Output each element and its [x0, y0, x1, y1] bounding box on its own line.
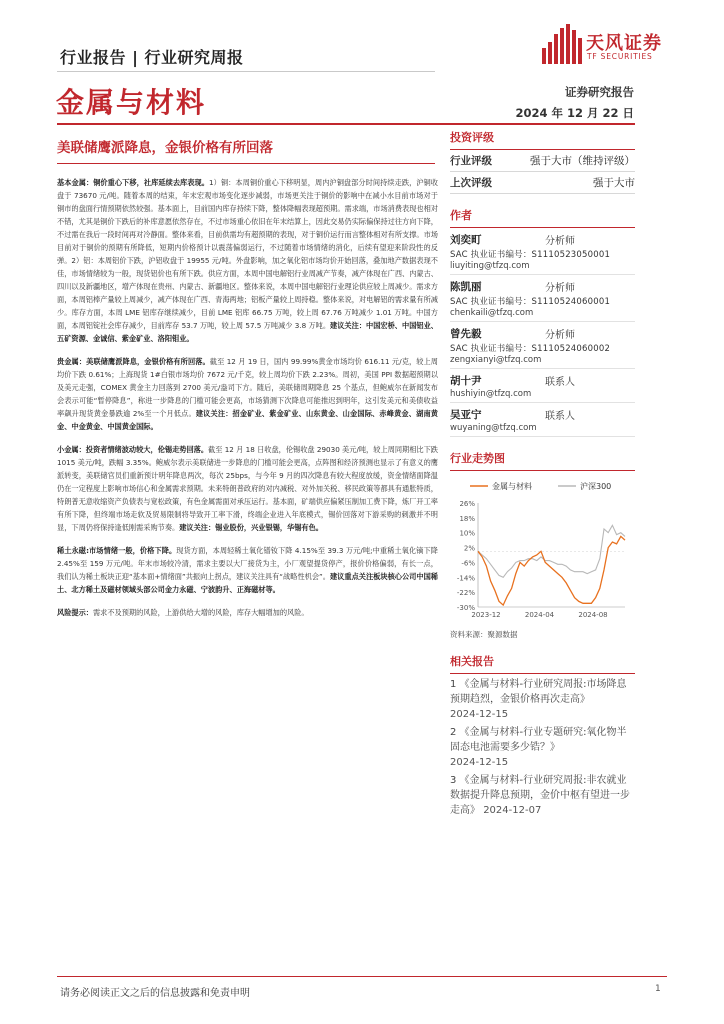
recommendation-text: 招金矿业、紫金矿业、山东黄金、山金国际、赤峰黄金、湖南黄金、中金黄金、中国黄金国际。: [57, 409, 438, 431]
author-email[interactable]: chenkaili@tfzq.com: [450, 308, 635, 322]
chart-container: [450, 477, 635, 640]
author-card: [450, 275, 635, 322]
related-report[interactable]: [450, 677, 635, 722]
author-role: 分析师: [545, 236, 575, 247]
recommendation-lead: 建议关注：: [179, 523, 216, 532]
series-line-metals: [478, 536, 625, 605]
related-report-date: 2024-12-15: [450, 709, 509, 720]
author-name: 刘奕町: [450, 234, 482, 246]
x-tick-label: 2024-08: [578, 611, 608, 619]
author-email[interactable]: wuyaning@tfzq.com: [450, 423, 635, 437]
rating-label: 行业评级: [450, 155, 492, 167]
paragraph-text: 需求不及预期的风险，上游供给大增的风险，库存大幅增加的风险。: [92, 608, 309, 617]
author-email[interactable]: liuyiting@tfzq.com: [450, 261, 635, 275]
legend-label: 沪深300: [580, 482, 612, 491]
y-tick-label: 18%: [459, 514, 475, 523]
author-name: 陈凯丽: [450, 281, 482, 293]
author-certificate: SAC 执业证书编号：S1110524060001: [450, 297, 611, 307]
paragraph-text: 截至 12 月 19 日，国内 99.99%黄金市场均价 616.11 元/克，较上周均价下跌 0.61%；上海现货 1#白银市场均价 7672 元/千克，较上周均价下跌 2.23%。周初，美国 PPI 数据超预期以及美元走强，COMEX 黄金主力回落到 2700 美元/盎司下方。随后，美联储周期降息 25 个基点，但鲍威尔在新闻发布会表示可能“暂停降息”，称进一步降息的门槛可能会更高，市场猜测下次降息可能推迟到明年，这引发美元和美债收益率飙升现货黄金暴跌逾 2%至一个月低点。: [57, 357, 438, 418]
paragraph-lead: 基本金属：铜价重心下移，社库延续去库表现。: [57, 178, 210, 187]
y-tick-label: -6%: [461, 559, 475, 568]
paragraph-minor-metals: [57, 443, 438, 534]
sidebar: [450, 126, 635, 818]
recommendation-lead: 建议关注：: [195, 409, 233, 418]
rating-value: 强于大市（维持评级）: [530, 155, 635, 167]
y-tick-label: -30%: [456, 604, 475, 612]
related-report[interactable]: [450, 773, 635, 818]
header-divider: [57, 71, 435, 72]
recommendation-lead: 建议重点关注板块核心公司: [329, 572, 417, 581]
paragraph-text: 截至 12 月 18 日收盘，伦锡收盘 29030 美元/吨，较上周同期相比下跌 1015 美元/吨，跌幅 3.35%。鲍威尔表示美联储进一步降息的门槛可能会更高，点阵图和经济预测也显示了有意义的鹰派转变，美联储官员们重新预计明年降息两次，每次 25bps，与今年 9 月的四次降息有较大程度放缓，资金情绪面降温仍在一定程度上影响市场信心和金属需求预期。未来特朗普政府的对内减税、对外加关税、移民政策等都具有通胀特质，特朗普无意收缩资产负债表与宽松政策，有色金属需面对承压运行。基本面，矿端供应偏紧压制加工费下降，炼厂开工率有所下降，但终端市场走软及贸易限制将导致开工率下滑，终端企业进入年底模式，锡价回落对下游采购的刺激并不明显，下周仍将保持逢低刚需采购节奏。: [57, 445, 438, 532]
report-date: 2024 年 12 月 22 日: [515, 106, 634, 120]
rating-row: [450, 172, 635, 194]
recommendation-text: 中国宏桥、中国铝业、五矿资源、金诚信、紫金矿业、洛阳钼业。: [57, 321, 438, 343]
page-number: 1: [655, 984, 661, 994]
footer-disclaimer: 请务必阅读正文之后的信息披露和免责申明: [60, 988, 250, 999]
company-logo-english: TF SECURITIES: [587, 52, 653, 61]
legend-label: 金属与材料: [492, 482, 532, 491]
author-card: [450, 403, 635, 437]
author-role: 分析师: [545, 330, 575, 341]
related-report-date: 2024-12-15: [450, 757, 509, 768]
y-tick-label: 2%: [463, 544, 475, 553]
recommendation-text: 锡业股份，兴业银锡，华锡有色。: [215, 523, 323, 532]
paragraph-lead: 小金属：投资者情绪波动较大，伦锡走势回落。: [57, 445, 209, 454]
author-card: [450, 322, 635, 369]
trend-section-title: 行业走势图: [450, 447, 635, 471]
paragraph-rare-earth: [57, 544, 438, 596]
author-card: [450, 369, 635, 403]
y-tick-label: -22%: [456, 589, 475, 598]
paragraph-base-metals: [57, 176, 438, 345]
report-category: 行业报告 | 行业研究周报: [60, 48, 244, 67]
paragraph-lead: 稀土永磁:市场情绪一般，价格下降。: [57, 546, 177, 555]
author-role: 联系人: [545, 411, 575, 422]
y-tick-label: -14%: [456, 574, 475, 583]
headline-divider: [57, 163, 435, 164]
author-name: 吴亚宁: [450, 409, 482, 421]
y-tick-label: 26%: [459, 500, 475, 508]
author-role: 联系人: [545, 377, 575, 388]
rating-value: 强于大市: [593, 177, 635, 189]
related-report-date: 2024-12-07: [483, 805, 542, 816]
recommendation-text: 中国稀土、北方稀土及磁材领域头部公司金力永磁、宁波韵升、正海磁材等。: [57, 572, 438, 594]
authors-section-title: 作者: [450, 204, 635, 228]
paragraph-text: 1）铜：本周铜价重心下移明显，周内沪铜盘部分时间持续走跌，沪铜收盘于 73670 元/吨。随着本周的结束，年末宏观市场变化逐步减弱，市场更关注于铜价的影响中在减小水目前市场对于铜市的盘面行情预期依然较强。基本面上，目前国内库存持续下降，整体降幅表现超预期。需求端，市场消费表现也相对不错，尤其是铜价下跌后的补库意愿依然存在，不过市场重心依旧在年末结算上，因此交易仍实际偏保持过往方向下降，不过需在我后一段时间再对冷静面。整体来看，目前供需均有超预期的表现，对于铜价运行而言整体相对有所支撑。市场目前对于铜价的预期有所降低，短期内价格预计以震荡偏弱运行，不过随着市场情绪的消化，后续有望迎来阶段性的反弹。2）铝：本周铝价下跌，沪铝收盘于 19955 元/吨。外盘影响，加之氧化铝市场均价开始回落，叠加地产数据表现不佳，市场情绪较为一般，现货铝价也有所下跌。供应方面，本周中国电解铝行业周减产节奏，减产体现在广西、内蒙古、四川以及新疆地区，增产体现在贵州、内蒙古、新疆地区。整体来说，本周中国电解铝行业理论供应较上周减少。需求方面，本周铝棒产量较上周减少，减产体现在广西、青海两地；铝板产量较上周持稳。整体来说，对电解铝的需求量有所减少。库存方面，本周 LME 铝库存继续减少，目前 LME 铝库 66.75 万吨，较上周 67.76 万吨减少 1.01 万吨。中国方面，本周铝锭社会库存减少，目前库存 53.7 万吨，较上周 57.5 万吨减少 3.8 万吨。: [57, 178, 438, 330]
author-certificate: SAC 执业证书编号：S1110524060002: [450, 344, 611, 354]
paragraph-text: 现货方面，本周轻稀土氧化镨钕下降 4.15%至 39.3 万元/吨;中重稀土氧化镝下降 2.45%至 159 万元/吨。年末市场较冷清，需求主要以大厂接货为主，小厂观望提货停产，报价价格偏弱，有长一点，我们认为稀土板块正迎“基本面+情绪面”共振向上拐点，建议关注具有“战略性机会”。: [57, 546, 438, 581]
paragraph-lead: 贵金属：美联储鹰派降息，金银价格有所回落。: [57, 357, 210, 366]
paragraph-risk: [57, 606, 438, 619]
author-certificate: SAC 执业证书编号：S1110523050001: [450, 250, 611, 260]
related-report[interactable]: [450, 725, 635, 770]
paragraph-precious-metals: [57, 355, 438, 433]
author-name: 曾先毅: [450, 328, 482, 340]
report-type: 证券研究报告: [565, 85, 634, 99]
chart-source: 资料来源：聚源数据: [450, 630, 518, 639]
recommendation-lead: 建议关注：: [330, 321, 367, 330]
company-logo-text: 天风证券: [586, 33, 662, 54]
paragraph-lead: 风险提示：: [57, 608, 93, 617]
author-role: 分析师: [545, 283, 575, 294]
sector-title: 金属与材料: [56, 86, 207, 119]
related-report-title[interactable]: 2 《金属与材料-行业专题研究:氧化物半固态电池需要多少锆？》: [450, 727, 627, 753]
y-tick-label: 10%: [459, 529, 475, 538]
rating-label: 上次评级: [450, 177, 492, 189]
report-headline: 美联储鹰派降息，金银价格有所回落: [57, 140, 273, 156]
related-report-title[interactable]: 1 《金属与材料-行业研究周报:市场降息预期趋烈，金银价格再次走高》: [450, 679, 627, 705]
rating-row: [450, 150, 635, 172]
footer-divider: [57, 976, 667, 977]
rating-section-title: 投资评级: [450, 126, 635, 150]
x-tick-label: 2024-04: [524, 611, 555, 619]
author-card: [450, 228, 635, 275]
report-body: [57, 176, 438, 629]
author-name: 胡十尹: [450, 375, 482, 387]
title-divider: [57, 123, 635, 125]
related-section-title: 相关报告: [450, 650, 635, 674]
author-email[interactable]: zengxianyi@tfzq.com: [450, 355, 635, 369]
author-email[interactable]: hushiyin@tfzq.com: [450, 389, 635, 403]
related-report-title[interactable]: 3 《金属与材料-行业研究周报:非农就业数据提升降息预期，金价中枢有望进一步走高》: [450, 775, 630, 816]
industry-trend-chart: [450, 477, 635, 627]
x-tick-label: 2023-12: [471, 611, 501, 619]
